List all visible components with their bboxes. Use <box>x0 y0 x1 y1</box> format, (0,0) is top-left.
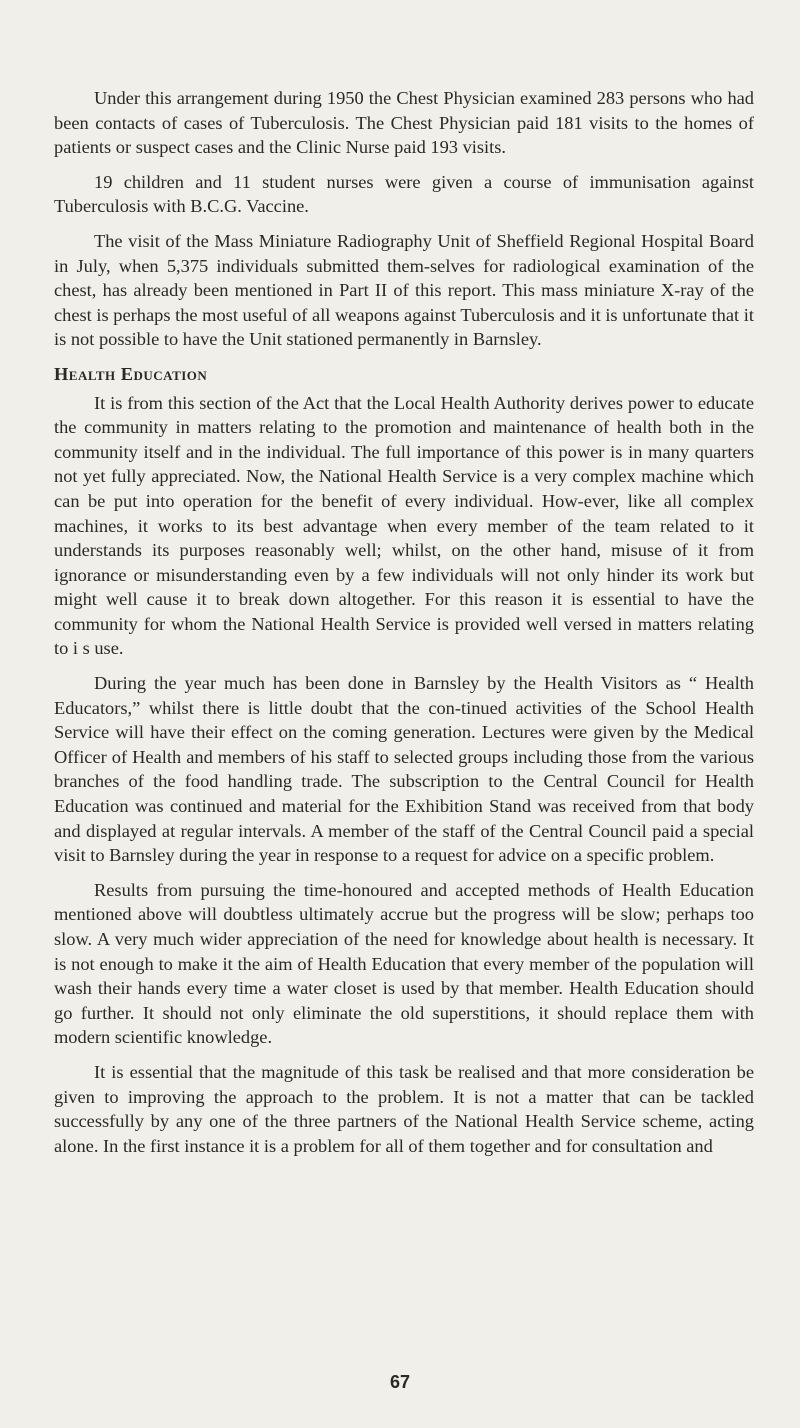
paragraph-chest-physician: Under this arrangement during 1950 the Chest Physician examined 283 persons who had been contacts of cases of Tuberculosis. The Chest Physician paid 181 visits to the homes of patients or suspect cases and the Clinic Nurse paid 193 visits. <box>54 88 754 158</box>
paragraph-magnitude: It is essential that the magnitude of this task be realised and that more consideration be given to improving the approach to the problem. It is not a matter that can be tackled successfully by any one of the three partners of the National Health Service scheme, acting alone. In the first instance it is a problem for all of them together and for consultation and <box>54 1061 754 1156</box>
page-number: 67 <box>389 1372 411 1392</box>
section-heading-health-education: Health Education <box>54 363 208 384</box>
paragraph-health-visitors: During the year much has been done in Barnsley by the Health Visitors as “ Health Educators,” whilst there is little doubt that the con-tinued activities of the School Health Service will have their effect on the coming generation. Lectures were given by the Medical Officer of Health and members of his staff to selected groups including those from the various branches of the food handling trade. The subscription to the Central Council for Health Education was continued and material for the Exhibition Stand was received from that body and displayed at regular intervals. A member of the staff of the Central Council paid a special visit to Barnsley during the year in response to a request for advice on a specific problem. <box>54 673 754 866</box>
paragraph-health-authority: It is from this section of the Act that the Local Health Authority derives power to educate the community in matters relating to the promotion and maintenance of health both in the community itself and in the individual. The full importance of this power is in many quarters not yet fully appreciated. Now, the National Health Service is a very complex machine which can be put into operation for the benefit of every individual. How-ever, like all complex machines, it works to its best advantage when every member of the team related to it understands its purposes reasonably well; whilst, on the other hand, misuse of it from ignorance or misunderstanding even by a few individuals will not only hinder its work but might well cause it to break down altogether. For this reason it is essential to have the community for whom the National Health Service is provided well versed in matters relating to i s use. <box>54 392 754 659</box>
document-page <box>54 86 754 1168</box>
paragraph-bcg-vaccine: 19 children and 11 student nurses were given a course of immunisation against Tuberculosis with B.C.G. Vaccine. <box>54 171 754 217</box>
paragraph-results: Results from pursuing the time-honoured and accepted methods of Health Education mentioned above will doubtless ultimately accrue but the progress will be slow; perhaps too slow. A very much wider appreciation of the need for knowledge about health is necessary. It is not enough to make it the aim of Health Education that every member of the population will wash their hands every time a water closet is used by that member. Health Education should go further. It should not only eliminate the old superstitions, it should replace them with modern scientific knowledge. <box>54 879 754 1048</box>
paragraph-mass-radiography: The visit of the Mass Miniature Radiography Unit of Sheffield Regional Hospital Board in July, when 5,375 individuals submitted them-selves for radiological examination of the chest, has already been mentioned in Part II of this report. This mass miniature X-ray of the chest is perhaps the most useful of all weapons against Tuberculosis and it is unfortunate that it is not possible to have the Unit stationed permanently in Barnsley. <box>54 230 754 350</box>
